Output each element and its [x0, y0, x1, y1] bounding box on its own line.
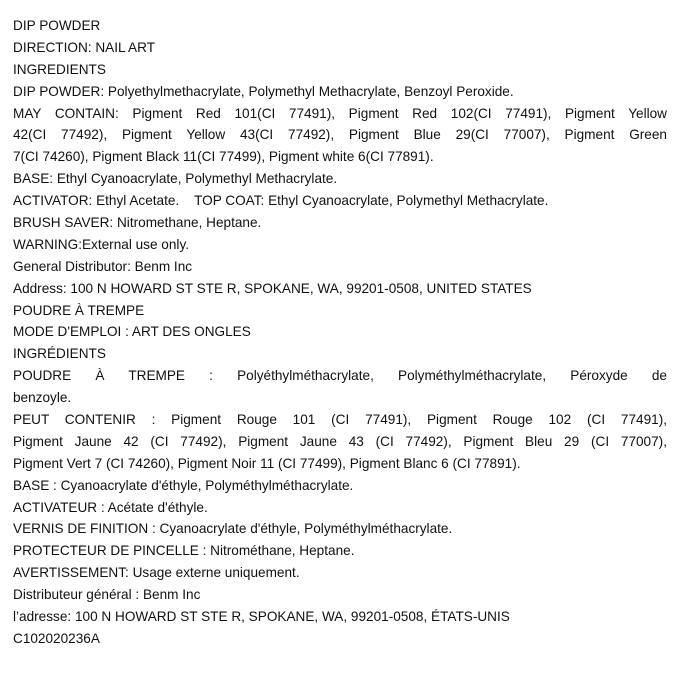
base-ingredients-fr: BASE : Cyanoacrylate d'éthyle, Polyméthylméthacrylate. — [13, 477, 354, 493]
brush-saver-ingredients: BRUSH SAVER: Nitromethane, Heptane. — [13, 215, 262, 231]
peut-contenir-line-2: Pigment Jaune 42 (CI 77492), Pigment Jaune 43 (CI 77492), Pigment Bleu 29 (CI 77007), — [13, 433, 667, 449]
vernis-ingredients: VERNIS DE FINITION : Cyanoacrylate d'éthyle, Polyméthylméthacrylate. — [13, 521, 453, 537]
distributeur-line: Distributeur général : Benm Inc — [13, 587, 201, 603]
peut-contenir-line-3: Pigment Vert 7 (CI 74260), Pigment Noir 11 (CI 77499), Pigment Blanc 6 (CI 77891). — [13, 455, 521, 471]
may-contain-line-2: 42(CI 77492), Pigment Yellow 43(CI 77492), Pigment Blue 29(CI 77007), Pigment Green — [13, 127, 667, 143]
mode-emploi-line: MODE D'EMPLOI : ART DES ONGLES — [13, 324, 251, 340]
poudre-ingredients-line-2: benzoyle. — [13, 390, 72, 406]
dip-powder-ingredients: DIP POWDER: Polyethylmethacrylate, Polymethyl Methacrylate, Benzoyl Peroxide. — [13, 83, 514, 99]
poudre-ingredients-line-1: POUDRE À TREMPE : Polyéthylméthacrylate, Polyméthylméthacrylate, Péroxyde de — [13, 368, 667, 384]
activateur-ingredients: ACTIVATEUR : Acétate d'éthyle. — [13, 499, 208, 515]
title-dip-powder: DIP POWDER — [13, 18, 101, 33]
activator-topcoat-ingredients: ACTIVATOR: Ethyl Acetate. TOP COAT: Ethyl Cyanoacrylate, Polymethyl Methacrylate. — [13, 193, 549, 209]
ingredients-heading-fr: INGRÉDIENTS — [13, 346, 106, 362]
peut-contenir-line-1: PEUT CONTENIR : Pigment Rouge 101 (CI 77491), Pigment Rouge 102 (CI 77491), — [13, 412, 667, 428]
distributor-line: General Distributor: Benm Inc — [13, 258, 193, 274]
avertissement-line: AVERTISSEMENT: Usage externe uniquement. — [13, 565, 300, 581]
may-contain-line-1: MAY CONTAIN: Pigment Red 101(CI 77491), Pigment Red 102(CI 77491), Pigment Yellow — [13, 105, 667, 121]
address-line: Address: 100 N HOWARD ST STE R, SPOKANE, WA, 99201-0508, UNITED STATES — [13, 280, 532, 296]
may-contain-line-3: 7(CI 74260), Pigment Black 11(CI 77499), Pigment white 6(CI 77891). — [13, 149, 434, 165]
ingredients-heading: INGREDIENTS — [13, 61, 106, 77]
base-ingredients: BASE: Ethyl Cyanoacrylate, Polymethyl Methacrylate. — [13, 171, 338, 187]
direction-line: DIRECTION: NAIL ART — [13, 39, 156, 55]
warning-line: WARNING:External use only. — [13, 236, 190, 252]
protecteur-ingredients: PROTECTEUR DE PINCELLE : Nitrométhane, Heptane. — [13, 543, 355, 559]
adresse-line: l’adresse: 100 N HOWARD ST STE R, SPOKANE, WA, 99201-0508, ÉTATS-UNIS — [13, 609, 510, 625]
ingredient-label-document — [13, 15, 667, 650]
product-code: C102020236A — [13, 630, 100, 646]
title-poudre-a-trempe: POUDRE À TREMPE — [13, 302, 145, 318]
